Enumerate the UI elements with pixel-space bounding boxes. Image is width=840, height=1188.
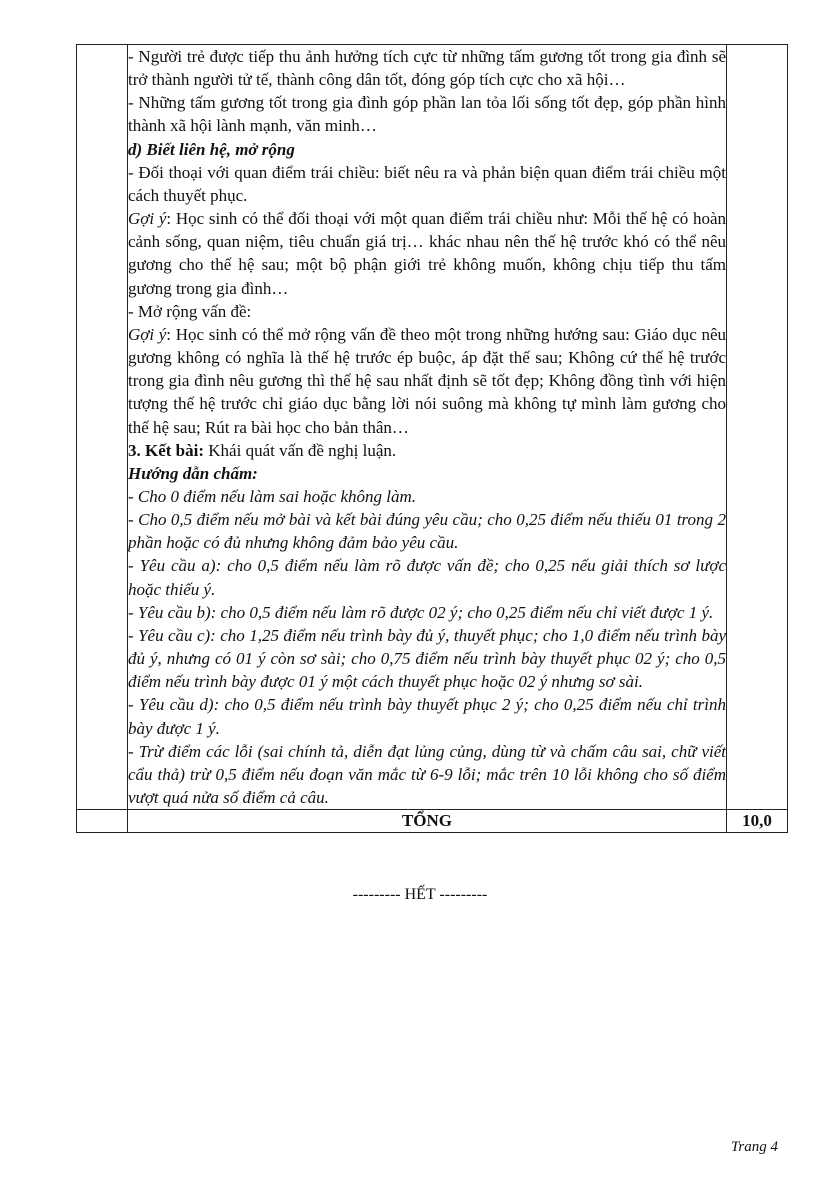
grading-item: - Yêu cầu a): cho 0,5 điểm nếu làm rõ được vấn đề; cho 0,25 nếu giải thích sơ lược hoặc thiếu ý. (128, 556, 726, 599)
grading-item: - Yêu cầu b): cho 0,5 điểm nếu làm rõ được 02 ý; cho 0,25 điểm nếu chỉ viết được 1 ý. (128, 602, 714, 622)
total-empty-cell (77, 810, 128, 833)
total-value: 10,0 (727, 810, 788, 833)
conclusion-paragraph (128, 439, 726, 462)
hint-paragraph (128, 323, 726, 439)
grading-item: - Yêu cầu d): cho 0,5 điểm nếu trình bày thuyết phục 2 ý; cho 0,25 điểm nếu chỉ trình bày được 1 ý. (128, 695, 726, 738)
paragraph: - Những tấm gương tốt trong gia đình góp phần lan tỏa lối sống tốt đẹp, góp phần hình thành xã hội lành mạnh, văn minh… (128, 93, 726, 136)
grading-item: - Cho 0 điểm nếu làm sai hoặc không làm. (128, 486, 417, 506)
grading-item: - Cho 0,5 điểm nếu mở bài và kết bài đúng yêu cầu; cho 0,25 điểm nếu thiếu 01 trong 2 phần hoặc có đủ nhưng không đảm bảo yêu cầu. (128, 510, 726, 553)
conclusion-text: Khái quát vấn đề nghị luận. (204, 440, 397, 460)
content-row (77, 45, 788, 810)
paragraph: - Đối thoại với quan điểm trái chiều: biết nêu ra và phản biện quan điểm trái chiều một cách thuyết phục. (128, 162, 726, 205)
total-row (77, 810, 788, 833)
end-marker: --------- HẾT --------- (352, 886, 488, 903)
hint-label: Gợi ý (128, 209, 167, 229)
section-heading: d) Biết liên hệ, mở rộng (128, 139, 295, 159)
score-cell (727, 45, 788, 810)
grading-guide-heading: Hướng dẫn chấm: (128, 463, 258, 483)
grading-item: - Trừ điểm các lỗi (sai chính tả, diễn đạt lủng củng, dùng từ và chấm câu sai, chữ viết cẩu thả) trừ 0,5 điểm nếu đoạn văn mắc từ 6-9 lỗi; mắc trên 10 lỗi không cho số điểm vượt quá nửa số điểm cả câu. (128, 741, 726, 807)
grading-table (76, 44, 788, 833)
hint-text: : Học sinh có thể đối thoại với một quan điểm trái chiều như: Mỗi thế hệ có hoàn cảnh sống, quan niệm, tiêu chuẩn giá trị… khác nhau nên thế hệ trước khó có thể nêu gương cho thế hệ sau; một bộ phận giới trẻ không muốn, không chịu tiếp thu tấm gương trong gia đình… (128, 209, 726, 298)
total-label: TỔNG (128, 810, 727, 833)
grading-item: - Yêu cầu c): cho 1,25 điểm nếu trình bày đủ ý, thuyết phục; cho 1,0 điểm nếu trình bày đủ ý, nhưng có 01 ý còn sơ sài; cho 0,75 điểm nếu trình bày thuyết phục 02 ý; cho 0,5 điểm nếu trình bày được 01 ý một cách thuyết phục hoặc 02 ý nhưng sơ sài. (128, 625, 726, 692)
hint-label: Gợi ý (128, 324, 167, 344)
conclusion-label: 3. Kết bài: (128, 440, 205, 460)
paragraph: - Mở rộng vấn đề: (128, 301, 252, 321)
question-cell (77, 45, 128, 810)
page-number: Trang 4 (730, 1139, 778, 1155)
answer-content-cell (128, 45, 727, 810)
hint-paragraph (128, 207, 726, 300)
hint-text: : Học sinh có thể mở rộng vấn đề theo một trong những hướng sau: Giáo dục nêu gương không có nghĩa là thế hệ trước ép buộc, áp đặt thế sau; Không cứ thế hệ trước trong gia đình nêu gương thì thế hệ sau nhất định sẽ tốt đẹp; Không đồng tình với hiện tượng thế hệ trước chỉ giáo dục bằng lời nói suông mà không tự mình làm gương cho thế hệ sau; Rút ra bài học cho bản thân… (128, 324, 726, 437)
paragraph: - Người trẻ được tiếp thu ảnh hưởng tích cực từ những tấm gương tốt trong gia đình sẽ trở thành người tử tế, thành công dân tốt, đóng góp tích cực cho xã hội… (128, 47, 726, 90)
